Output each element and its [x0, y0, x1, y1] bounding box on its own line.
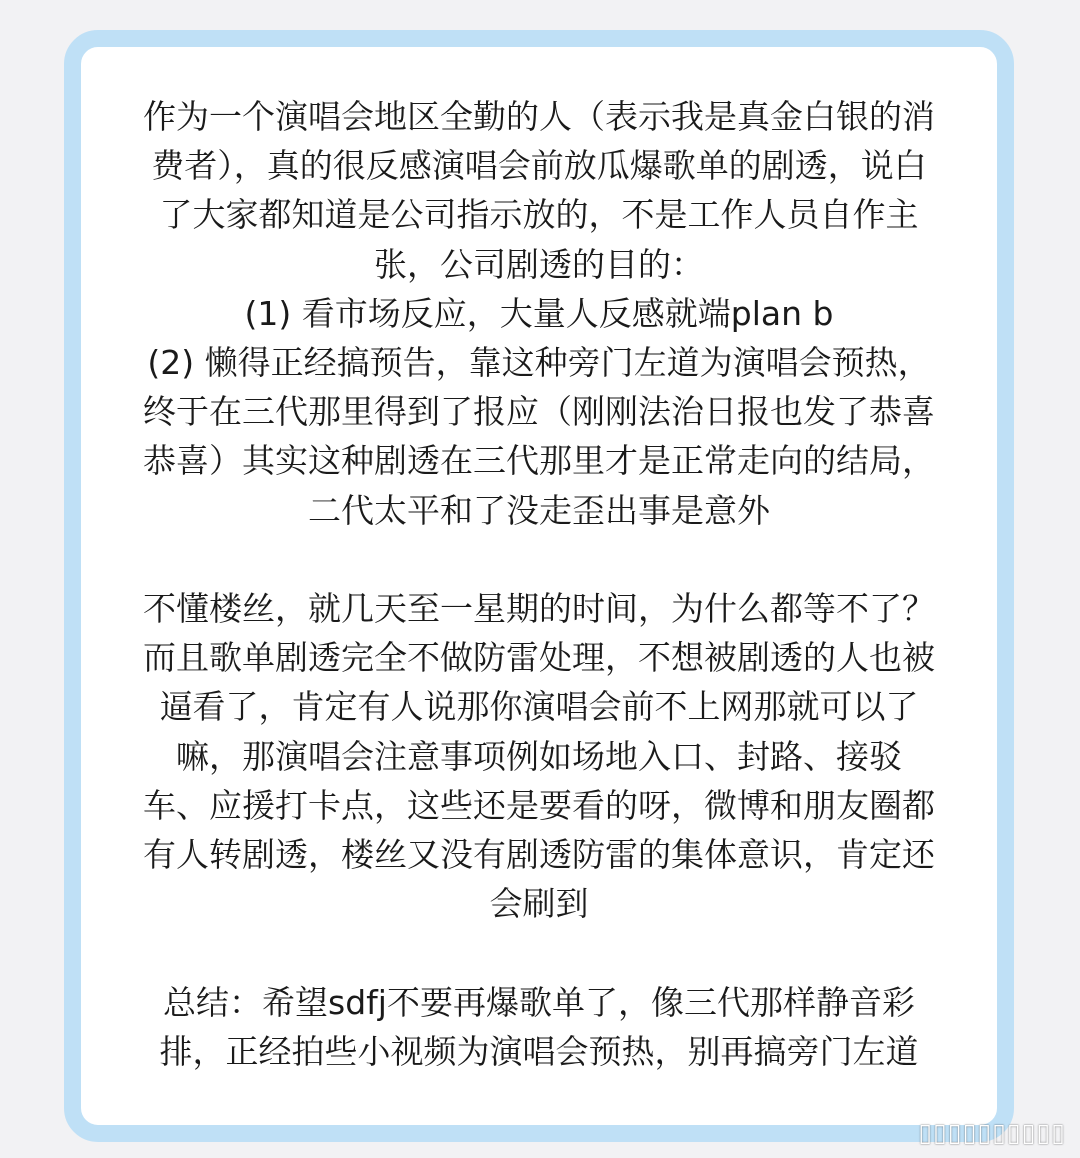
paragraph-1: 作为一个演唱会地区全勤的人（表示我是真金白银的消 费者），真的很反感演唱会前放瓜爆歌单的剧透，说白 了大家都知道是公司指示放的，不是工作人员自作主 张，公司剧透的目的： (1) 看市场反应，大量人反感就端plan b (2) 懒得正经搞预告，靠这种旁门左道为演唱会预热， 终于在三代那里得到了报应（刚刚法治日报也发了恭喜 恭喜）其实这种剧透在三代那里才是正常走向的结局， 二代太平和了没走歪出事是意外: [143, 97, 935, 530]
watermark-text: ▯▯▯▯▯▯▯▯▯▯: [918, 1118, 1066, 1147]
paragraph-2: 不懂楼丝，就几天至一星期的时间，为什么都等不了？ 而且歌单剧透完全不做防雷处理，不想被剧透的人也被 逼看了，肯定有人说那你演唱会前不上网那就可以了 嘛，那演唱会注意事项例如场地入口、封路、接驳 车、应援打卡点，这些还是要看的呀，微博和朋友圈都 有人转剧透，楼丝又没有剧透防雷的集体意识，肯定还 会刷到: [143, 589, 935, 924]
post-text: [108, 92, 970, 1076]
paragraph-3: 总结：希望sdfj不要再爆歌单了，像三代那样静音彩 排，正经拍些小视频为演唱会预热，别再搞旁门左道: [159, 982, 919, 1071]
watermark: [776, 1116, 1066, 1150]
